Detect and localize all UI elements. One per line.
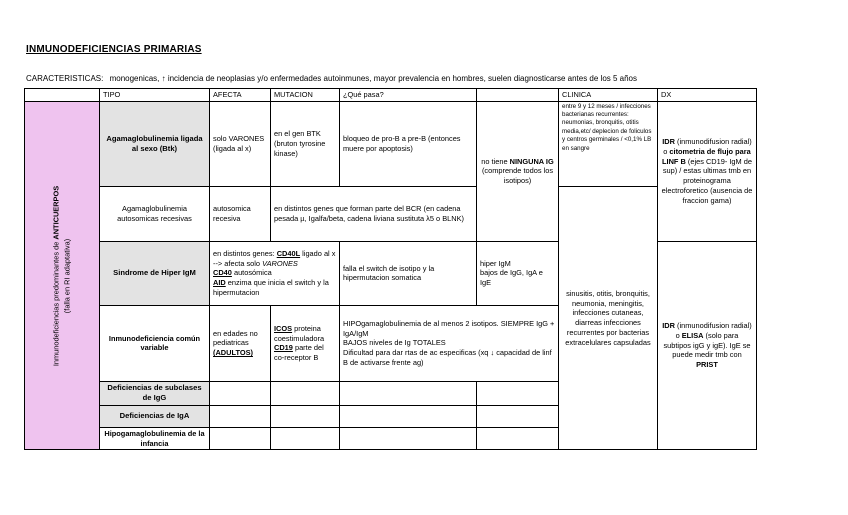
clinica-top-cell: entre 9 y 12 meses / infecciones bacterianas recurrentes: neumonias, bronquitis, otitis media,etc/ deplecion de foliculos y centros germinales / <0,1% LB en sangre (559, 101, 658, 186)
header-afecta: AFECTA (210, 89, 271, 102)
dx-top-cell: IDR (inmunodifusion radial) o citometria de flujo para LINF B (ejes CD19- IgM de sup) / estas ultimas tmb en proteinograma electroforetico (ausencia de fraccion gama) (658, 101, 757, 241)
header-mutacion: MUTACION (271, 89, 340, 102)
clinica-bottom-cell: sinusitis, otitis, bronquitis, neumonia, meningitis, infecciones cutaneas, diarreas infecciones recurrentes por bacterias extracelulares capsuladas (559, 186, 658, 450)
dx-bottom-cell: IDR (inmunodifusion radial) o ELISA (solo para subtipos igG y igE). IgE se puede medir tmb con PRIST (658, 241, 757, 450)
header-row (25, 89, 848, 102)
table-row (25, 101, 848, 186)
mutacion-cell: en el gen BTK (bruton tyrosine kinase) (271, 101, 340, 186)
immunodeficiency-table (24, 88, 848, 450)
afecta-mutacion-cell: en distintos genes: CD40L ligado al x --> afecta solo VARONES CD40 autosómica AID enzima que inicia el switch y la hipermutacion (210, 241, 340, 305)
header-tipo: TIPO (100, 89, 210, 102)
caracteristicas-line (26, 74, 637, 83)
caracteristicas-text: monogenicas, ↑ incidencia de neoplasias y/o enfermedades autoinmunes, mayor prevalencia en hombres, suelen diagnosticarse antes de los 5 años (109, 74, 638, 83)
ninguna-ig-cell: no tiene NINGUNA IG (comprende todos los isotipos) (477, 101, 559, 241)
empty-cell (271, 405, 340, 427)
afecta-cell: solo VARONES (ligada al x) (210, 101, 271, 186)
afecta-cell: autosomica recesiva (210, 186, 271, 241)
header-blank-3 (757, 89, 848, 102)
que-pasa-cell: bloqueo de pro-B a pre-B (entonces muere por apoptosis) (340, 101, 477, 186)
empty-cell (340, 405, 477, 427)
header-clinica: CLINICA (559, 89, 658, 102)
afecta-cell: en edades no pediatricas (ADULTOS) (210, 305, 271, 381)
tipo-cell: Hipogamaglobulinemia de la infancia (100, 427, 210, 450)
igm-levels-cell: hiper IgM bajos de IgG, IgA e IgE (477, 241, 559, 305)
tipo-cell: Agamaglobulinemia ligada al sexo (Btk) (100, 101, 210, 186)
tipo-cell: Sindrome de Hiper IgM (100, 241, 210, 305)
header-blank-2 (477, 89, 559, 102)
tipo-cell: Agamaglobulinemia autosomicas recesivas (100, 186, 210, 241)
side-label-cell (25, 101, 100, 450)
mutacion-cell: ICOS proteina coestimuladora CD19 parte del co-receptor B (271, 305, 340, 381)
tipo-cell: Deficiencias de subclases de IgG (100, 381, 210, 405)
mutacion-que-pasa-cell: en distintos genes que forman parte del BCR (en cadena pesada µ, Igalfa/beta, cadena liviana sustituta λ5 o BLNK) (271, 186, 477, 241)
empty-cell (210, 405, 271, 427)
empty-cell (271, 381, 340, 405)
que-pasa-cell: HIPOgamaglobulinemia de al menos 2 isotipos. SIEMPRE IgG + IgA/IgM BAJOS niveles de Ig TOTALES Dificultad para dar rtas de ac especificas (xq ↓ capacidad de linf B de activarse frente ag) (340, 305, 559, 381)
empty-cell (477, 427, 559, 450)
empty-cell (477, 405, 559, 427)
header-que-pasa: ¿Qué pasa? (340, 89, 477, 102)
empty-cell (271, 427, 340, 450)
empty-cell (340, 381, 477, 405)
table-row (25, 241, 848, 305)
side-label: Inmunodeficiencias predominantes de ANTICUERPOS (falla en RI adaptativa) (51, 185, 71, 366)
header-blank (25, 89, 100, 102)
empty-cell (477, 381, 559, 405)
tipo-cell: Deficiencias de IgA (100, 405, 210, 427)
que-pasa-cell: falla el switch de isotipo y la hipermutacion somatica (340, 241, 477, 305)
empty-cell (210, 427, 271, 450)
empty-cell (210, 381, 271, 405)
empty-cell (340, 427, 477, 450)
caracteristicas-label: CARACTERISTICAS: (26, 74, 104, 83)
page-title: INMUNODEFICIENCIAS PRIMARIAS (26, 44, 202, 55)
tipo-cell: Inmunodeficiencia común variable (100, 305, 210, 381)
header-dx: DX (658, 89, 757, 102)
